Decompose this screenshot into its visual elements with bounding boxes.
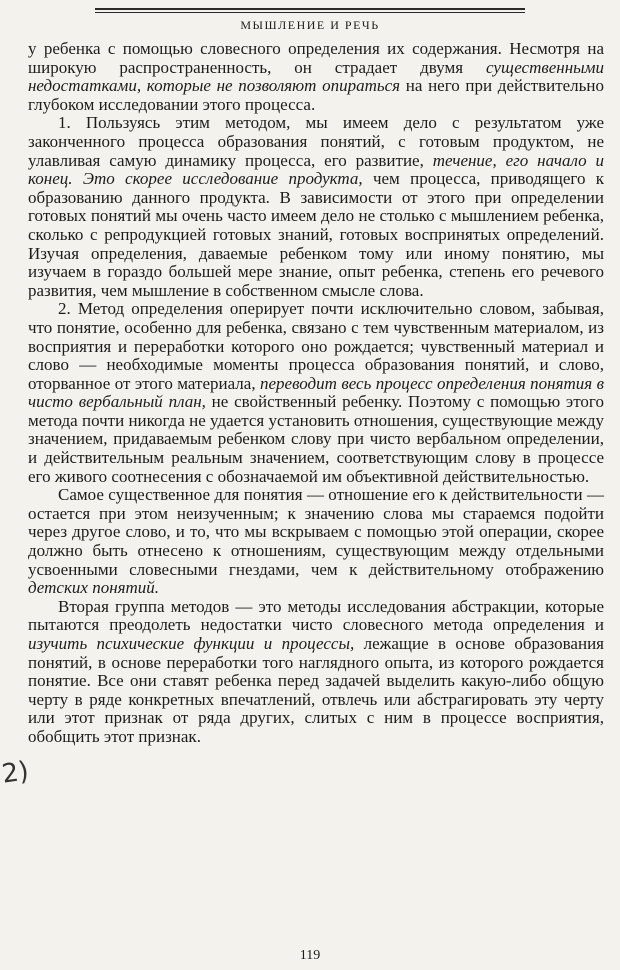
italic-text: изучить психические функции и процессы, — [28, 634, 355, 653]
paragraph — [28, 598, 604, 747]
paragraph — [28, 40, 604, 114]
running-title: МЫШЛЕНИЕ И РЕЧЬ — [240, 18, 380, 32]
header-rule — [95, 8, 525, 10]
text-segment: Вторая группа методов — это методы исследования абстракции, которые пытаются преодолеть недостатки чисто словесного метода определения и — [28, 596, 604, 635]
paragraph — [28, 114, 604, 300]
text-segment: на него при действительно глубоком исследовании этого процесса. — [28, 76, 604, 114]
text-segment: лежащие в основе образования понятий, в основе переработки того наглядного опыта, из которого рождается понятие. Все они ставят ребенка перед задачей выделить какую-либо общую черту в ряде конкретных впечатлений, отвлечь или абстрагировать эту черту или этот признак от ряда других, слитых с ним в процессе восприятия, обобщить этот признак. — [28, 634, 604, 746]
italic-text: переводит весь процесс определения понятия в чисто вербальный план, — [28, 373, 604, 412]
text-segment: Самое существенное для понятия — отношение его к действительности — остается при этом неизученным; к значению слова мы стараемся подойти через другое слово, и то, что мы вскрываем с помощью этой операции, скорее должно быть отнесено к отношениям, существующим между отдельными усвоенными словесными гнездами, чем к действительному отображению — [28, 485, 604, 579]
italic-text: существенными недостатками, которые не позволяют опираться — [28, 57, 604, 96]
paragraph — [28, 300, 604, 486]
handwritten-margin-note: 2) — [0, 756, 31, 790]
italic-text: детских понятий. — [28, 578, 160, 598]
text-segment: у ребенка с помощью словесного определения их содержания. Несмотря на широкую распространенность, он страдает двумя — [28, 39, 604, 77]
page-number: 119 — [299, 948, 321, 963]
text-segment: 2. Метод определения оперирует почти исключительно словом, забывая, что понятие, особенно для ребенка, связано с тем чувственным материалом, из восприятия и переработки которого оно рождается; чувственный материал и слово — необходимые моменты процесса образования понятий, и слово, оторванное от этого материала, — [28, 299, 604, 393]
text-segment: 1. Пользуясь этим методом, мы имеем дело с результатом уже законченного процесса образования понятий, с готовым продуктом, не улавливая самую динамику процесса, его развитие, — [28, 113, 604, 170]
text-segment: не свойственный ребенку. Поэтому с помощью этого метода почти никогда не удается установить отношения, существующие между значением, придаваемым ребенком слову при чисто вербальном определении, и действительным реальным значением, соответствующим слову в процессе его живого соотнесения с обозначаемой им объективной действительностью. — [28, 392, 604, 486]
paragraph — [28, 486, 604, 598]
header-rule-thin — [95, 12, 525, 13]
text-segment: чем процесса, приводящего к образованию данного продукта. В зависимости от этого при определении готовых понятий мы очень часто имеем дело не столько с мышлением ребенка, сколько с репродукцией готовых знаний, готовых воспринятых определений. Изучая определения, даваемые ребенком тому или иному понятию, мы изучаем в гораздо большей мере знание, опыт ребенка, степень его речевого развития, чем мышление в собственном смысле слова. — [28, 169, 605, 300]
body-text — [28, 40, 604, 747]
italic-text: течение, его начало и конец. Это скорее исследование продукта, — [28, 150, 604, 189]
